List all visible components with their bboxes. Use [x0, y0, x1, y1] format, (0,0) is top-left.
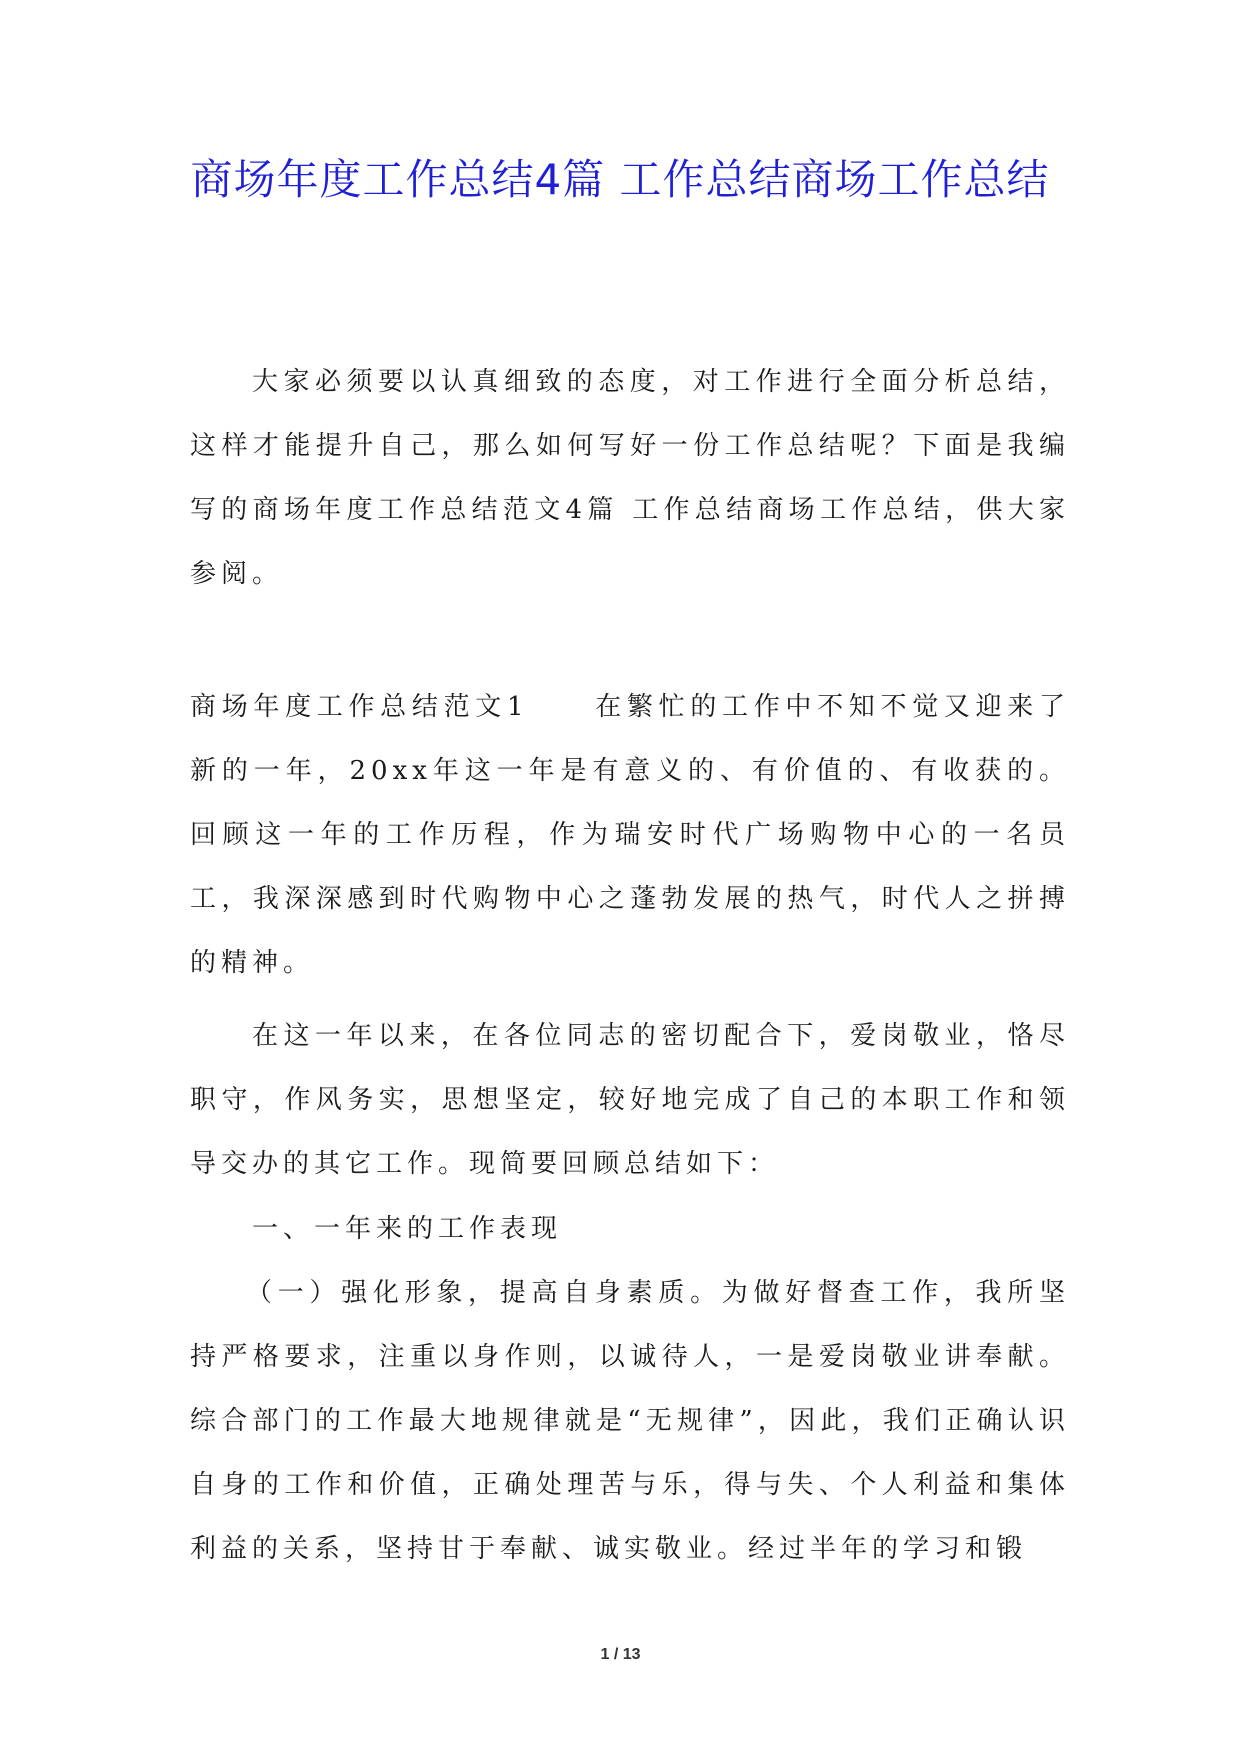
section-1-paragraph: [190, 675, 1070, 995]
section-first-paragraph-text: 在繁忙的工作中不知不觉又迎来了新的一年，20xx年这一年是有意义的、有价值的、有收获的。回顾这一年的工作历程，作为瑞安时代广场购物中心的一名员工，我深深感到时代购物中心之蓬勃发展的热气，时代人之拼搏的精神。: [190, 692, 1070, 978]
page-indicator: 1 / 13: [600, 1646, 641, 1663]
heading-work-performance: 一、一年来的工作表现: [252, 1214, 563, 1244]
intro-paragraph: 大家必须要以认真细致的态度，对工作进行全面分析总结，这样才能提升自己，那么如何写好一份工作总结呢？下面是我编写的商场年度工作总结范文4篇 工作总结商场工作总结，供大家参阅。: [190, 367, 1070, 589]
section-heading: 商场年度工作总结范文1: [190, 692, 529, 722]
document-title: 商场年度工作总结4篇 工作总结商场工作总结: [190, 155, 1050, 204]
paragraph-2: 在这一年以来，在各位同志的密切配合下，爱岗敬业，恪尽职守，作风务实，思想坚定，较好地完成了自己的本职工作和领导交办的其它工作。现简要回顾总结如下：: [190, 1021, 1070, 1179]
paragraph-3: （一）强化形象，提高自身素质。为做好督查工作，我所坚持严格要求，注重以身作则，以诚待人，一是爱岗敬业讲奉献。综合部门的工作最大地规律就是“无规律”，因此，我们正确认识自身的工作和价值，正确处理苦与乐，得与失、个人利益和集体利益的关系，坚持甘于奉献、诚实敬业。经过半年的学习和锻: [190, 1278, 1070, 1564]
